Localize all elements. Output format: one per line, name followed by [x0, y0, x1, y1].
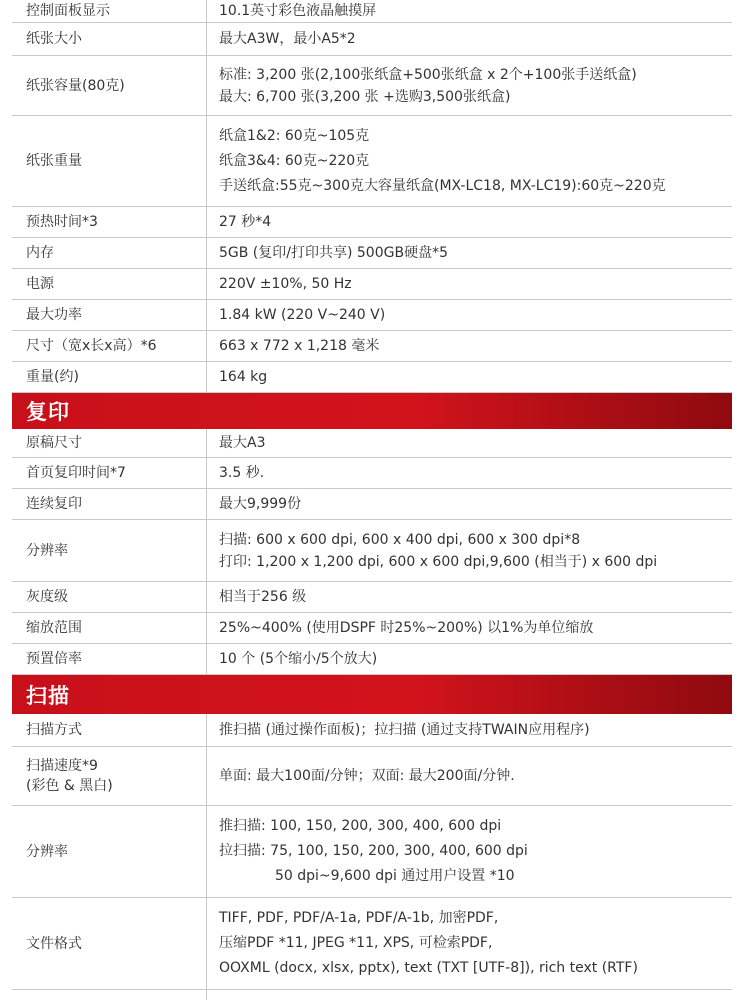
- section-header-copy: [12, 393, 732, 429]
- row-label: 尺寸（宽x长x高）*6: [12, 331, 207, 361]
- row-value: 25%~400% (使用DSPF 时25%~200%) 以1%为单位缩放: [219, 620, 594, 636]
- spec-row-first-copy-time: [12, 458, 732, 489]
- row-value: 最大9,999份: [219, 496, 302, 512]
- spec-row-preset-ratios: [12, 644, 732, 675]
- row-label: 纸张容量(80克): [12, 56, 207, 115]
- section-title: 复印: [26, 400, 70, 424]
- spec-row-paper-capacity: [12, 56, 732, 116]
- row-value: 663 x 772 x 1,218 毫米: [219, 338, 380, 354]
- section-header-scan: [12, 675, 732, 714]
- row-value: [207, 990, 732, 1000]
- spec-row-memory: [12, 238, 732, 269]
- row-label: 灰度级: [12, 582, 207, 612]
- spec-row-scan-resolution: [12, 806, 732, 898]
- spec-row-weight: [12, 362, 732, 393]
- spec-row-file-format: [12, 898, 732, 990]
- row-value: 标准: 3,200 张(2,100张纸盒+500张纸盒 x 2个+100张手送纸盒) 最大: 6,700 张(3,200 张 +选购3,500张纸盒): [219, 66, 637, 105]
- row-value: 最大A3W，最小A5*2: [219, 31, 356, 47]
- spec-row-paper-weight: [12, 116, 732, 207]
- row-label: 扫描方式: [12, 714, 207, 746]
- spec-row-dimensions: [12, 331, 732, 362]
- spec-row-paper-size: [12, 23, 732, 56]
- spec-row-max-power: [12, 300, 732, 331]
- row-value: 220V ±10%, 50 Hz: [219, 276, 352, 292]
- spec-row-power: [12, 269, 732, 300]
- row-label: 缩放范围: [12, 613, 207, 643]
- spec-row-copy-resolution: [12, 520, 732, 582]
- row-label: 分辨率: [12, 806, 207, 897]
- row-value: 1.84 kW (220 V~240 V): [219, 307, 386, 323]
- row-label: 纸张重量: [12, 116, 207, 206]
- spec-row-scan-method: [12, 714, 732, 747]
- row-value: 164 kg: [219, 369, 268, 385]
- row-value: 推扫描 (通过操作面板)；拉扫描 (通过支持TWAIN应用程序): [219, 722, 590, 738]
- row-value: 5GB (复印/打印共享) 500GB硬盘*5: [219, 245, 448, 261]
- row-label: 控制面板显示: [12, 0, 207, 22]
- row-label: 电源: [12, 269, 207, 299]
- row-value: 纸盒1&2: 60克~105克 纸盒3&4: 60克~220克 手送纸盒:55克~300克大容量纸盒(MX-LC18, MX-LC19):60克~220克: [219, 127, 666, 194]
- row-value: 10 个 (5个缩小/5个放大): [219, 651, 378, 667]
- row-value: 相当于256 级: [219, 589, 307, 605]
- row-label: 连续复印: [12, 489, 207, 519]
- spec-row-warmup: [12, 207, 732, 238]
- spec-row-original-size: [12, 429, 732, 458]
- row-label: [12, 990, 207, 1000]
- row-label: 内存: [12, 238, 207, 268]
- spec-row-continuous-copy: [12, 489, 732, 520]
- row-label: 原稿尺寸: [12, 429, 207, 457]
- row-label: 文件格式: [12, 898, 207, 989]
- spec-row-display: [12, 0, 732, 23]
- row-value: 10.1英寸彩色液晶触摸屏: [219, 3, 377, 19]
- section-title: 扫描: [26, 683, 70, 708]
- row-label: 最大功率: [12, 300, 207, 330]
- row-value: 3.5 秒.: [219, 465, 265, 481]
- row-label: 预置倍率: [12, 644, 207, 674]
- row-value: 27 秒*4: [219, 214, 272, 230]
- row-value: 扫描: 600 x 600 dpi, 600 x 400 dpi, 600 x 300 dpi*8 打印: 1,200 x 1,200 dpi, 600 x 600 dpi,9,600 (相当于) x 600 dpi: [219, 531, 658, 570]
- row-value: 单面: 最大100面/分钟；双面: 最大200面/分钟.: [219, 768, 515, 784]
- spec-row-scan-speed: [12, 747, 732, 806]
- row-value: 最大A3: [219, 435, 266, 451]
- row-label: 首页复印时间*7: [12, 458, 207, 488]
- spec-row-grayscale: [12, 582, 732, 613]
- row-value: 推扫描: 100, 150, 200, 300, 400, 600 dpi 拉扫描: 75, 100, 150, 200, 300, 400, 600 dpi 50 dpi~9,600 dpi 通过用户设置 *10: [219, 818, 528, 884]
- row-label: 重量(约): [12, 362, 207, 392]
- row-label: 纸张大小: [12, 23, 207, 55]
- row-label: 预热时间*3: [12, 207, 207, 237]
- row-label: 分辨率: [12, 520, 207, 581]
- spec-row-cutoff: [12, 990, 732, 1000]
- row-value: TIFF, PDF, PDF/A-1a, PDF/A-1b, 加密PDF, 压缩PDF *11, JPEG *11, XPS, 可检索PDF, OOXML (docx, xlsx, pptx), text (TXT [UTF-8]), rich text (RTF): [219, 910, 638, 976]
- spec-row-zoom-range: [12, 613, 732, 644]
- row-label: 扫描速度*9 (彩色 & 黑白): [12, 747, 207, 805]
